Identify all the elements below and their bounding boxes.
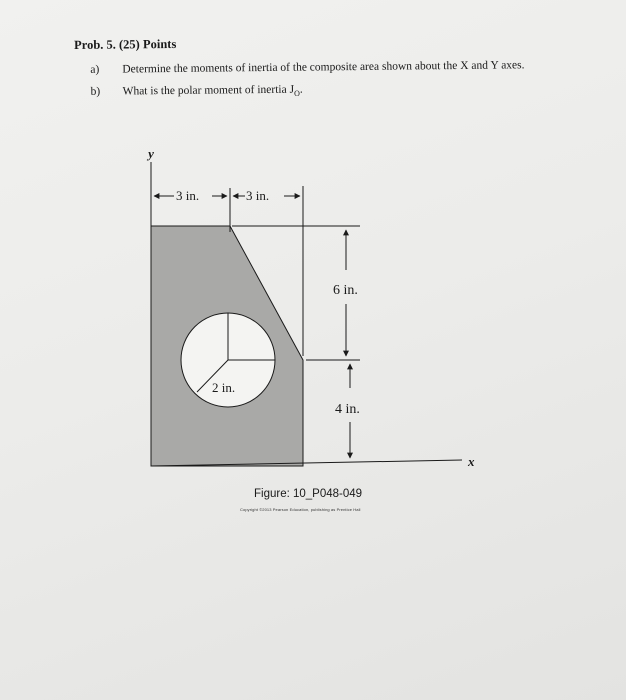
dim-left-label: 3 in. bbox=[176, 188, 200, 203]
question-b-label: b) bbox=[90, 85, 101, 98]
question-b-suffix: . bbox=[299, 83, 303, 96]
x-axis-label: x bbox=[468, 454, 475, 469]
y-axis-label: y bbox=[148, 146, 154, 161]
copyright-line: Copyright ©2013 Pearson Education, publishing as Prentice Hall bbox=[240, 507, 361, 512]
dim-lower-height-label: 4 in. bbox=[335, 402, 360, 417]
figure-caption: Figure: 10_P048-049 bbox=[254, 488, 363, 500]
dim-right-label: 3 in. bbox=[246, 188, 270, 203]
question-a-label: a) bbox=[90, 63, 100, 76]
question-a-text: Determine the moments of inertia of the composite area shown about the X and Y axes. bbox=[122, 59, 525, 76]
dim-upper-height-label: 6 in. bbox=[333, 283, 358, 298]
question-b-text: What is the polar moment of inertia J bbox=[122, 83, 295, 98]
question-b-subscript: O bbox=[294, 88, 300, 98]
radius-label: 2 in. bbox=[212, 380, 236, 395]
problem-title: Prob. 5. (25) Points bbox=[74, 36, 177, 52]
